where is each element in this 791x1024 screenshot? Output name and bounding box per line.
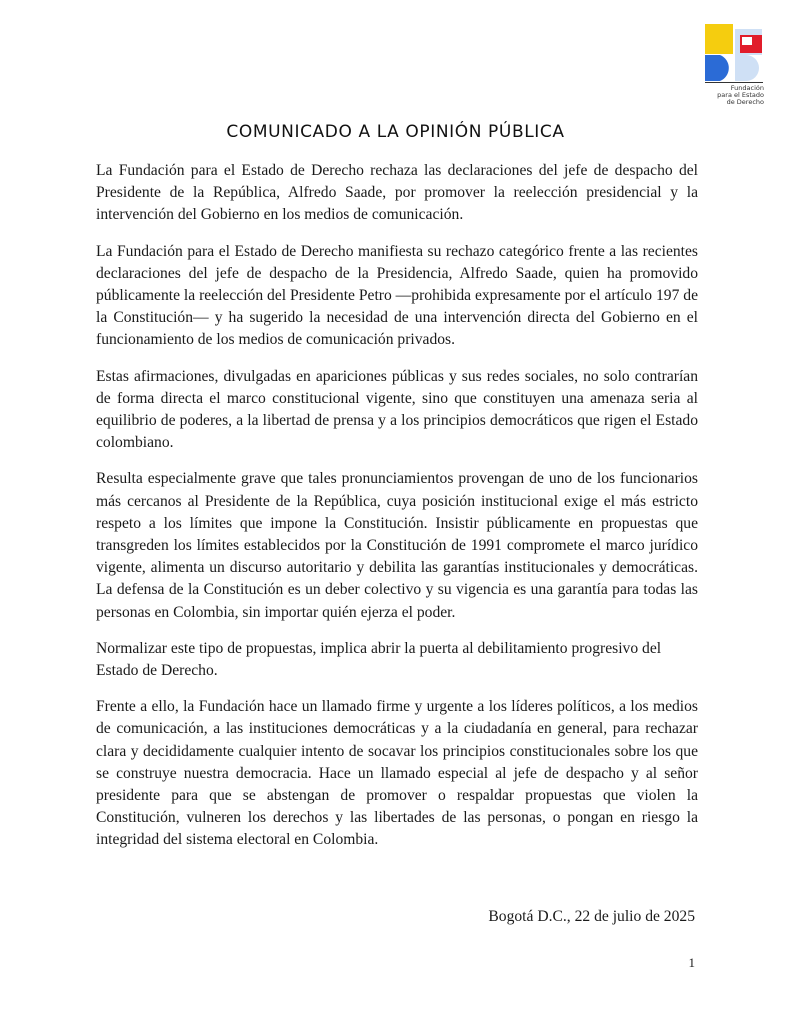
logo-text — [704, 85, 764, 106]
page-number: 1 — [688, 955, 695, 970]
document-body — [96, 160, 698, 866]
logo-yellow-block — [705, 24, 733, 54]
logo-light-d — [735, 55, 759, 81]
paragraph-5: Normalizar este tipo de propuestas, implica abrir la puerta al debilitamiento progresivo del Estado de Derecho. — [96, 639, 662, 680]
logo-white-block — [742, 37, 752, 45]
logo-line-1: Fundación — [730, 84, 764, 92]
logo-line-3: de Derecho — [726, 98, 764, 106]
paragraph-4: Resulta especialmente grave que tales pronunciamientos provengan de uno de los funcionarios más cercanos al Presidente de la República, cuya posición institucional exige el más estricto respeto a los límites que impone la Constitución. Insistir públicamente en propuestas que transgreden los límites establecidos por la Constitución de 1991 compromete el marco jurídico vigente, alimenta un discurso autoritario y debilita las garantías institucionales y democráticas. La defensa de la Constitución es un deber colectivo y su vigencia es una garantía para todas las personas en Colombia, sin importar quién ejerza el poder. — [96, 470, 698, 621]
foundation-logo — [704, 23, 764, 119]
paragraph-1: La Fundación para el Estado de Derecho rechaza las declaraciones del jefe de despacho del Presidente de la República, Alfredo Saade, por promover la reelección presidencial y la intervención del Gobierno en los medios de comunicación. — [96, 162, 698, 224]
paragraph-2: La Fundación para el Estado de Derecho manifiesta su rechazo categórico frente a las recientes declaraciones del jefe de despacho de la Presidencia, Alfredo Saade, quien ha promovido públicamente la reelección del Presidente Petro —prohibida expresamente por el artículo 197 de la Constitución— y ha sugerido la necesidad de una intervención directa del Gobierno en el funcionamiento de los medios de comunicación privados. — [96, 242, 698, 349]
logo-blue-d — [705, 55, 729, 81]
paragraph-3: Estas afirmaciones, divulgadas en apariciones públicas y sus redes sociales, no solo contrarían de forma directa el marco constitucional vigente, sino que constituyen una amenaza seria al equilibrio de poderes, a la libertad de prensa y a los principios democráticos que rigen el Estado colombiano. — [96, 367, 698, 452]
logo-underline — [705, 82, 763, 83]
document-date: Bogotá D.C., 22 de julio de 2025 — [488, 908, 695, 925]
paragraph-6: Frente a ello, la Fundación hace un llamado firme y urgente a los líderes políticos, a los medios de comunicación, a las instituciones democráticas y a la ciudadanía en general, para rechazar clara y decididamente cualquier intento de socavar los principios constitucionales sobre los que se construye nuestra democracia. Hace un llamado especial al jefe de despacho y al señor presidente para que se abstengan de promover o respaldar propuestas que violen la Constitución, vulneren los derechos y las libertades de las personas, o pongan en riesgo la integridad del sistema electoral en Colombia. — [96, 698, 698, 849]
document-title: COMUNICADO A LA OPINIÓN PÚBLICA — [226, 122, 565, 142]
logo-line-2: para el Estado — [717, 91, 764, 99]
logo-mark-icon — [704, 23, 764, 83]
